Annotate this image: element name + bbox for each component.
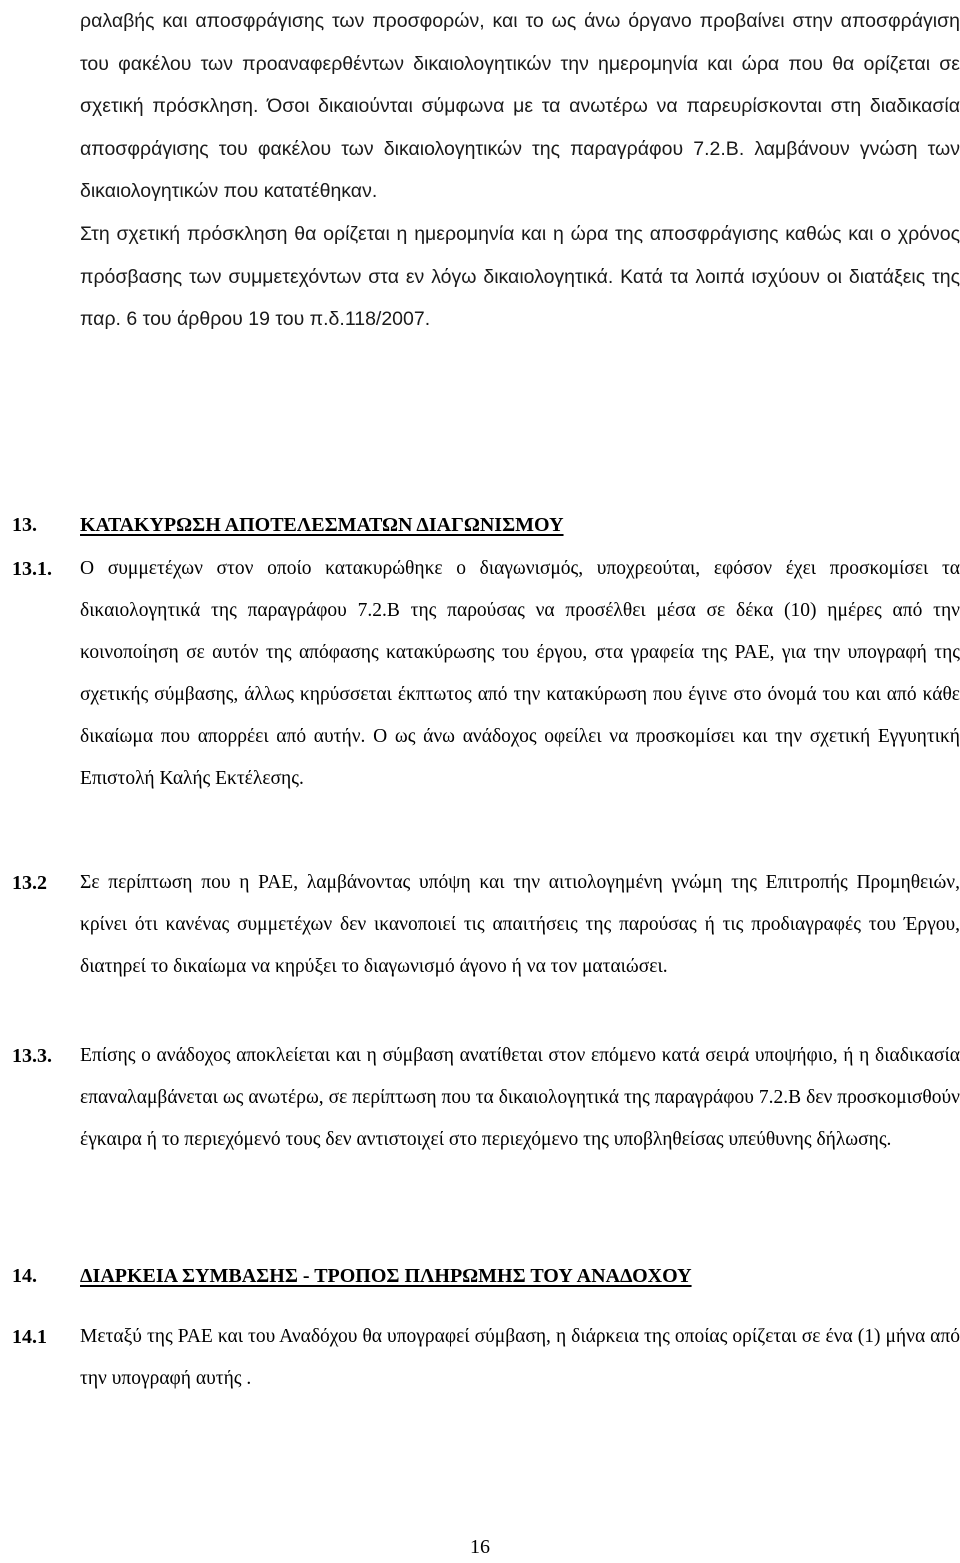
intro-paragraph-2: Στη σχετική πρόσκληση θα ορίζεται η ημερομηνία και η ώρα της αποσφράγισης καθώς και ο χρόνος πρόσβασης των συμμετεχόντων στα εν λόγω δικαιολογητικά. Κατά τα λοιπά ισχύουν οι διατάξεις της παρ. 6 του άρθρου 19 του π.δ.118/2007. (80, 222, 960, 331)
item-14-1-number: 14.1 (12, 1326, 47, 1348)
section-14-number: 14. (12, 1265, 37, 1287)
item-13-3-number: 13.3. (12, 1045, 52, 1067)
item-13-3-text: Επίσης ο ανάδοχος αποκλείεται και η σύμβαση ανατίθεται στον επόμενο κατά σειρά υποψήφιο, ή η διαδικασία επαναλαμβάνεται ως ανωτέρω, σε περίπτωση που τα δικαιολογητικά της παραγράφου 7.2.Β δεν προσκομισθούν έγκαιρα ή το περιεχόμενό τους δεν αντιστοιχεί στο περιεχόμενο της υποβληθείσας υπεύθυνης δήλωσης. (80, 1045, 960, 1150)
section-14-title: ΔΙΑΡΚΕΙΑ ΣΥΜΒΑΣΗΣ - ΤΡΟΠΟΣ ΠΛΗΡΩΜΗΣ ΤΟΥ ΑΝΑΔΟΧΟΥ (80, 1265, 692, 1287)
item-13-1-number: 13.1. (12, 558, 52, 580)
section-13-title: ΚΑΤΑΚΥΡΩΣΗ ΑΠΟΤΕΛΕΣΜΑΤΩΝ ΔΙΑΓΩΝΙΣΜΟΥ (80, 514, 564, 536)
item-13-2-number: 13.2 (12, 872, 47, 894)
item-14-1-text: Μεταξύ της ΡΑΕ και του Αναδόχου θα υπογραφεί σύμβαση, η διάρκεια της οποίας ορίζεται σε ένα (1) μήνα από την υπογραφή αυτής . (80, 1326, 960, 1389)
item-13-2-text: Σε περίπτωση που η ΡΑΕ, λαμβάνοντας υπόψη και την αιτιολογημένη γνώμη της Επιτροπής Προμηθειών, κρίνει ότι κανένας συμμετέχων δεν ικανοποιεί τις απαιτήσεις της παρούσας ή τις προδιαγραφές του Έργου, διατηρεί το δικαίωμα να κηρύξει το διαγωνισμό άγονο ή να τον ματαιώσει. (80, 872, 960, 977)
item-13-1-text: Ο συμμετέχων στον οποίο κατακυρώθηκε ο διαγωνισμός, υποχρεούται, εφόσον έχει προσκομίσει τα δικαιολογητικά της παραγράφου 7.2.Β της παρούσας να προσέλθει μέσα σε δέκα (10) ημέρες από την κοινοποίηση σε αυτόν της απόφασης κατακύρωσης του έργου, στα γραφεία της ΡΑΕ, για την υπογραφή της σχετικής σύμβασης, άλλως κηρύσσεται έκπτωτος από την κατακύρωση που έγινε στο όνομά του και από κάθε δικαίωμα που απορρέει από αυτήν. Ο ως άνω ανάδοχος οφείλει να προσκομίσει και την σχετική Εγγυητική Επιστολή Καλής Εκτέλεσης. (80, 558, 960, 789)
page-number: 16 (470, 1536, 490, 1558)
intro-paragraph-1: ραλαβής και αποσφράγισης των προσφορών, και το ως άνω όργανο προβαίνει στην αποσφράγιση του φακέλου των προαναφερθέντων δικαιολογητικών την ημερομηνία και ώρα που θα ορίζεται σε σχετική πρόσκληση. Όσοι δικαιούνται σύμφωνα με τα ανωτέρω να παρευρίσκονται στη διαδικασία αποσφράγισης του φακέλου των δικαιολογητικών της παραγράφου 7.2.Β. λαμβάνουν γνώση των δικαιολογητικών που κατατέθηκαν. (80, 10, 960, 203)
section-13-number: 13. (12, 514, 37, 536)
intro-text (80, 0, 960, 341)
